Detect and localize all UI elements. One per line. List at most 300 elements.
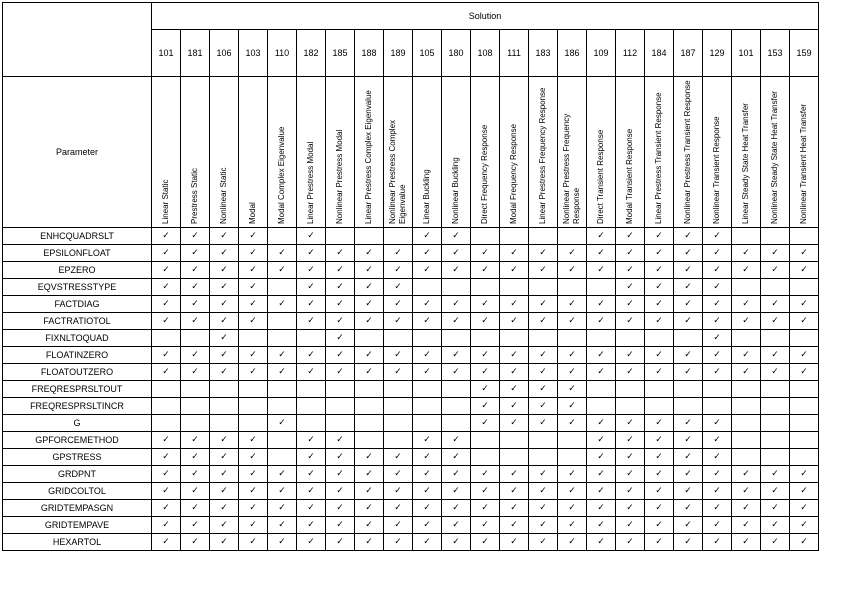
support-check-cell: ✓ — [558, 245, 587, 262]
support-check-cell: ✓ — [558, 534, 587, 551]
support-check-cell: ✓ — [355, 534, 384, 551]
support-empty-cell — [268, 381, 297, 398]
parameter-name: GRDPNT — [3, 466, 152, 483]
support-check-cell: ✓ — [239, 466, 268, 483]
support-empty-cell — [210, 398, 239, 415]
support-check-cell: ✓ — [587, 364, 616, 381]
solution-number-18: 187 — [674, 30, 703, 77]
support-check-cell: ✓ — [761, 500, 790, 517]
support-check-cell: ✓ — [297, 483, 326, 500]
support-check-cell: ✓ — [645, 313, 674, 330]
support-check-cell: ✓ — [442, 466, 471, 483]
support-check-cell: ✓ — [442, 228, 471, 245]
support-check-cell: ✓ — [558, 313, 587, 330]
support-check-cell: ✓ — [297, 466, 326, 483]
support-check-cell: ✓ — [732, 483, 761, 500]
table-row — [3, 262, 819, 279]
support-empty-cell — [790, 228, 819, 245]
support-empty-cell — [471, 228, 500, 245]
support-check-cell: ✓ — [587, 449, 616, 466]
support-check-cell: ✓ — [152, 449, 181, 466]
support-check-cell: ✓ — [442, 347, 471, 364]
support-check-cell: ✓ — [297, 313, 326, 330]
support-check-cell: ✓ — [471, 415, 500, 432]
support-check-cell: ✓ — [616, 296, 645, 313]
support-check-cell: ✓ — [326, 330, 355, 347]
support-empty-cell — [442, 279, 471, 296]
support-check-cell: ✓ — [413, 517, 442, 534]
support-check-cell: ✓ — [413, 500, 442, 517]
support-empty-cell — [732, 432, 761, 449]
support-empty-cell — [297, 398, 326, 415]
support-check-cell: ✓ — [645, 415, 674, 432]
support-check-cell: ✓ — [442, 262, 471, 279]
support-empty-cell — [558, 228, 587, 245]
table-row — [3, 500, 819, 517]
solution-name-label: Linear Prestress Modal — [306, 141, 315, 224]
support-check-cell: ✓ — [587, 313, 616, 330]
support-empty-cell — [268, 313, 297, 330]
support-empty-cell — [355, 381, 384, 398]
support-empty-cell — [587, 330, 616, 347]
solution-number-10: 180 — [442, 30, 471, 77]
support-check-cell: ✓ — [674, 534, 703, 551]
solution-name-6 — [326, 77, 355, 228]
parameter-name: GRIDCOLTOL — [3, 483, 152, 500]
support-empty-cell — [152, 381, 181, 398]
solution-name-2 — [210, 77, 239, 228]
support-check-cell: ✓ — [297, 262, 326, 279]
support-check-cell: ✓ — [181, 364, 210, 381]
support-empty-cell — [355, 398, 384, 415]
table-body — [3, 228, 819, 551]
support-check-cell: ✓ — [181, 347, 210, 364]
support-empty-cell — [268, 330, 297, 347]
support-empty-cell — [500, 330, 529, 347]
support-empty-cell — [152, 415, 181, 432]
solution-name-label: Modal Complex Eigenvalue — [277, 126, 286, 224]
support-check-cell: ✓ — [761, 364, 790, 381]
support-check-cell: ✓ — [500, 500, 529, 517]
solution-name-label: Linear Steady State Heat Transfer — [741, 103, 750, 224]
support-check-cell: ✓ — [529, 517, 558, 534]
support-check-cell: ✓ — [442, 517, 471, 534]
support-check-cell: ✓ — [297, 296, 326, 313]
support-check-cell: ✓ — [645, 517, 674, 534]
support-check-cell: ✓ — [616, 483, 645, 500]
solution-name-8 — [384, 77, 413, 228]
support-check-cell: ✓ — [384, 313, 413, 330]
support-check-cell: ✓ — [790, 262, 819, 279]
support-check-cell: ✓ — [239, 279, 268, 296]
support-empty-cell — [152, 398, 181, 415]
support-check-cell: ✓ — [326, 432, 355, 449]
solution-number-9: 105 — [413, 30, 442, 77]
solution-name-label: Direct Frequency Response — [480, 124, 489, 224]
support-check-cell: ✓ — [500, 534, 529, 551]
support-empty-cell — [471, 449, 500, 466]
solution-name-label: Linear Static — [161, 179, 170, 224]
solution-number-22: 159 — [790, 30, 819, 77]
support-check-cell: ✓ — [384, 500, 413, 517]
table-row — [3, 296, 819, 313]
support-check-cell: ✓ — [471, 466, 500, 483]
support-empty-cell — [616, 381, 645, 398]
solution-number-16: 112 — [616, 30, 645, 77]
support-check-cell: ✓ — [558, 415, 587, 432]
solution-number-12: 111 — [500, 30, 529, 77]
solution-number-14: 186 — [558, 30, 587, 77]
support-empty-cell — [529, 279, 558, 296]
support-check-cell: ✓ — [239, 517, 268, 534]
support-empty-cell — [268, 228, 297, 245]
support-check-cell: ✓ — [152, 228, 181, 245]
support-check-cell: ✓ — [732, 313, 761, 330]
support-check-cell: ✓ — [732, 262, 761, 279]
support-check-cell: ✓ — [732, 466, 761, 483]
support-check-cell: ✓ — [239, 262, 268, 279]
support-empty-cell — [703, 381, 732, 398]
parameter-name: EQVSTRESSTYPE — [3, 279, 152, 296]
support-check-cell: ✓ — [210, 432, 239, 449]
table-row — [3, 381, 819, 398]
support-check-cell: ✓ — [384, 517, 413, 534]
support-check-cell: ✓ — [384, 483, 413, 500]
solution-name-label: Prestress Static — [190, 167, 199, 224]
solution-number-3: 103 — [239, 30, 268, 77]
support-check-cell: ✓ — [297, 500, 326, 517]
parameter-name: HEXARTOL — [3, 534, 152, 551]
support-check-cell: ✓ — [239, 449, 268, 466]
support-check-cell: ✓ — [645, 449, 674, 466]
solution-name-10 — [442, 77, 471, 228]
support-check-cell: ✓ — [326, 313, 355, 330]
support-check-cell: ✓ — [239, 296, 268, 313]
parameter-name: EPSILONFLOAT — [3, 245, 152, 262]
support-check-cell: ✓ — [703, 534, 732, 551]
support-check-cell: ✓ — [326, 500, 355, 517]
support-check-cell: ✓ — [384, 279, 413, 296]
support-check-cell: ✓ — [442, 364, 471, 381]
solution-name-0 — [152, 77, 181, 228]
support-empty-cell — [616, 330, 645, 347]
support-check-cell: ✓ — [529, 415, 558, 432]
support-check-cell: ✓ — [761, 517, 790, 534]
support-empty-cell — [558, 449, 587, 466]
solution-name-label: Linear Prestress Transient Response — [654, 92, 663, 224]
support-check-cell: ✓ — [326, 483, 355, 500]
support-check-cell: ✓ — [297, 245, 326, 262]
table-row — [3, 364, 819, 381]
support-empty-cell — [152, 330, 181, 347]
support-empty-cell — [529, 228, 558, 245]
support-empty-cell — [326, 381, 355, 398]
support-check-cell: ✓ — [790, 364, 819, 381]
support-check-cell: ✓ — [529, 398, 558, 415]
support-empty-cell — [558, 330, 587, 347]
support-empty-cell — [442, 398, 471, 415]
support-check-cell: ✓ — [761, 466, 790, 483]
solution-number-19: 129 — [703, 30, 732, 77]
support-check-cell: ✓ — [210, 500, 239, 517]
support-empty-cell — [384, 398, 413, 415]
support-check-cell: ✓ — [587, 534, 616, 551]
support-check-cell: ✓ — [268, 364, 297, 381]
support-check-cell: ✓ — [384, 245, 413, 262]
support-check-cell: ✓ — [616, 245, 645, 262]
support-check-cell: ✓ — [326, 449, 355, 466]
solution-name-21 — [761, 77, 790, 228]
support-check-cell: ✓ — [587, 296, 616, 313]
support-check-cell: ✓ — [674, 347, 703, 364]
support-check-cell: ✓ — [703, 245, 732, 262]
support-check-cell: ✓ — [761, 483, 790, 500]
support-check-cell: ✓ — [239, 500, 268, 517]
support-empty-cell — [587, 279, 616, 296]
support-check-cell: ✓ — [790, 347, 819, 364]
solution-number-15: 109 — [587, 30, 616, 77]
support-check-cell: ✓ — [529, 534, 558, 551]
support-check-cell: ✓ — [732, 347, 761, 364]
support-empty-cell — [703, 398, 732, 415]
support-empty-cell — [761, 279, 790, 296]
support-check-cell: ✓ — [442, 449, 471, 466]
support-check-cell: ✓ — [268, 500, 297, 517]
support-check-cell: ✓ — [703, 449, 732, 466]
support-check-cell: ✓ — [181, 449, 210, 466]
support-check-cell: ✓ — [413, 534, 442, 551]
support-check-cell: ✓ — [326, 517, 355, 534]
support-check-cell: ✓ — [703, 347, 732, 364]
support-check-cell: ✓ — [297, 534, 326, 551]
support-empty-cell — [558, 279, 587, 296]
solution-number-13: 183 — [529, 30, 558, 77]
support-check-cell: ✓ — [529, 466, 558, 483]
support-check-cell: ✓ — [732, 364, 761, 381]
support-check-cell: ✓ — [703, 330, 732, 347]
support-check-cell: ✓ — [761, 313, 790, 330]
support-check-cell: ✓ — [152, 245, 181, 262]
support-check-cell: ✓ — [210, 466, 239, 483]
support-check-cell: ✓ — [384, 296, 413, 313]
support-check-cell: ✓ — [761, 245, 790, 262]
support-empty-cell — [616, 398, 645, 415]
support-check-cell: ✓ — [384, 466, 413, 483]
support-check-cell: ✓ — [790, 245, 819, 262]
support-check-cell: ✓ — [297, 279, 326, 296]
support-check-cell: ✓ — [616, 432, 645, 449]
table-row — [3, 347, 819, 364]
support-check-cell: ✓ — [500, 245, 529, 262]
support-empty-cell — [587, 398, 616, 415]
support-empty-cell — [761, 398, 790, 415]
parameter-name: FREQRESPRSLTINCR — [3, 398, 152, 415]
support-check-cell: ✓ — [326, 347, 355, 364]
support-check-cell: ✓ — [558, 364, 587, 381]
support-check-cell: ✓ — [790, 483, 819, 500]
support-check-cell: ✓ — [761, 296, 790, 313]
solution-name-label: Linear Prestress Frequency Response — [538, 87, 547, 224]
support-check-cell: ✓ — [674, 449, 703, 466]
support-check-cell: ✓ — [587, 500, 616, 517]
support-check-cell: ✓ — [326, 364, 355, 381]
support-check-cell: ✓ — [442, 313, 471, 330]
support-check-cell: ✓ — [384, 449, 413, 466]
table-row — [3, 313, 819, 330]
support-check-cell: ✓ — [152, 313, 181, 330]
support-empty-cell — [384, 330, 413, 347]
support-check-cell: ✓ — [181, 534, 210, 551]
parameter-name: FIXNLTOQUAD — [3, 330, 152, 347]
support-check-cell: ✓ — [355, 466, 384, 483]
support-check-cell: ✓ — [529, 381, 558, 398]
support-empty-cell — [645, 381, 674, 398]
support-empty-cell — [529, 330, 558, 347]
support-check-cell: ✓ — [529, 245, 558, 262]
support-check-cell: ✓ — [616, 364, 645, 381]
support-empty-cell — [239, 381, 268, 398]
support-check-cell: ✓ — [471, 483, 500, 500]
support-empty-cell — [413, 398, 442, 415]
support-check-cell: ✓ — [210, 262, 239, 279]
header-row-group — [3, 3, 819, 30]
support-empty-cell — [790, 381, 819, 398]
support-check-cell: ✓ — [152, 466, 181, 483]
solution-number-8: 189 — [384, 30, 413, 77]
solution-name-3 — [239, 77, 268, 228]
support-check-cell: ✓ — [181, 483, 210, 500]
support-check-cell: ✓ — [413, 449, 442, 466]
support-empty-cell — [761, 415, 790, 432]
support-check-cell: ✓ — [297, 228, 326, 245]
solution-name-label: Modal Frequency Response — [509, 123, 518, 224]
support-check-cell: ✓ — [152, 296, 181, 313]
support-check-cell: ✓ — [268, 466, 297, 483]
support-check-cell: ✓ — [616, 415, 645, 432]
support-check-cell: ✓ — [239, 432, 268, 449]
support-check-cell: ✓ — [326, 534, 355, 551]
support-check-cell: ✓ — [384, 364, 413, 381]
support-check-cell: ✓ — [674, 228, 703, 245]
support-check-cell: ✓ — [790, 534, 819, 551]
support-check-cell: ✓ — [471, 347, 500, 364]
support-empty-cell — [413, 415, 442, 432]
support-check-cell: ✓ — [413, 313, 442, 330]
support-empty-cell — [761, 330, 790, 347]
support-empty-cell — [413, 381, 442, 398]
support-check-cell: ✓ — [790, 296, 819, 313]
solution-number-11: 108 — [471, 30, 500, 77]
solution-name-label: Linear Prestress Complex Eigenvalue — [364, 90, 373, 224]
support-check-cell: ✓ — [355, 364, 384, 381]
support-check-cell: ✓ — [152, 500, 181, 517]
solution-number-5: 182 — [297, 30, 326, 77]
support-check-cell: ✓ — [703, 466, 732, 483]
parameter-name: G — [3, 415, 152, 432]
support-check-cell: ✓ — [645, 279, 674, 296]
support-check-cell: ✓ — [616, 500, 645, 517]
support-check-cell: ✓ — [674, 517, 703, 534]
support-check-cell: ✓ — [471, 500, 500, 517]
support-empty-cell — [355, 432, 384, 449]
support-check-cell: ✓ — [413, 466, 442, 483]
support-check-cell: ✓ — [471, 534, 500, 551]
support-check-cell: ✓ — [210, 347, 239, 364]
solution-name-label: Modal — [248, 202, 257, 224]
support-empty-cell — [355, 330, 384, 347]
support-check-cell: ✓ — [587, 517, 616, 534]
parameter-name: EPZERO — [3, 262, 152, 279]
page-root — [0, 2, 844, 595]
support-empty-cell — [645, 330, 674, 347]
support-check-cell: ✓ — [645, 228, 674, 245]
support-check-cell: ✓ — [471, 313, 500, 330]
support-empty-cell — [732, 398, 761, 415]
support-empty-cell — [529, 432, 558, 449]
support-check-cell: ✓ — [674, 262, 703, 279]
solution-name-15 — [587, 77, 616, 228]
support-check-cell: ✓ — [703, 262, 732, 279]
support-check-cell: ✓ — [732, 296, 761, 313]
solution-name-12 — [500, 77, 529, 228]
support-empty-cell — [732, 449, 761, 466]
support-check-cell: ✓ — [500, 415, 529, 432]
support-check-cell: ✓ — [500, 398, 529, 415]
support-check-cell: ✓ — [268, 517, 297, 534]
support-empty-cell — [442, 415, 471, 432]
table-row — [3, 228, 819, 245]
support-check-cell: ✓ — [587, 228, 616, 245]
support-check-cell: ✓ — [152, 364, 181, 381]
support-empty-cell — [790, 415, 819, 432]
support-empty-cell — [471, 330, 500, 347]
support-check-cell: ✓ — [674, 364, 703, 381]
support-check-cell: ✓ — [587, 347, 616, 364]
support-check-cell: ✓ — [442, 500, 471, 517]
support-empty-cell — [326, 228, 355, 245]
solution-name-9 — [413, 77, 442, 228]
support-check-cell: ✓ — [703, 228, 732, 245]
support-check-cell: ✓ — [674, 466, 703, 483]
solution-name-label: Nonlinear Steady State Heat Transfer — [770, 91, 779, 224]
support-check-cell: ✓ — [558, 517, 587, 534]
corner-blank-cell — [3, 3, 152, 77]
table-row — [3, 466, 819, 483]
parameter-name: GRIDTEMPASGN — [3, 500, 152, 517]
table-row — [3, 432, 819, 449]
support-check-cell: ✓ — [471, 296, 500, 313]
support-check-cell: ✓ — [355, 517, 384, 534]
solution-name-11 — [471, 77, 500, 228]
support-check-cell: ✓ — [674, 415, 703, 432]
support-check-cell: ✓ — [239, 228, 268, 245]
support-check-cell: ✓ — [703, 279, 732, 296]
solution-name-20 — [732, 77, 761, 228]
support-empty-cell — [471, 279, 500, 296]
support-check-cell: ✓ — [181, 500, 210, 517]
support-check-cell: ✓ — [558, 500, 587, 517]
support-empty-cell — [442, 381, 471, 398]
support-check-cell: ✓ — [355, 347, 384, 364]
solution-name-label: Nonlinear Prestress Complex Eigenvalue — [388, 119, 407, 224]
support-check-cell: ✓ — [268, 415, 297, 432]
support-check-cell: ✓ — [471, 262, 500, 279]
support-check-cell: ✓ — [210, 313, 239, 330]
parameter-name: GPFORCEMETHOD — [3, 432, 152, 449]
parameter-name: FACTDIAG — [3, 296, 152, 313]
support-check-cell: ✓ — [558, 483, 587, 500]
support-check-cell: ✓ — [210, 534, 239, 551]
